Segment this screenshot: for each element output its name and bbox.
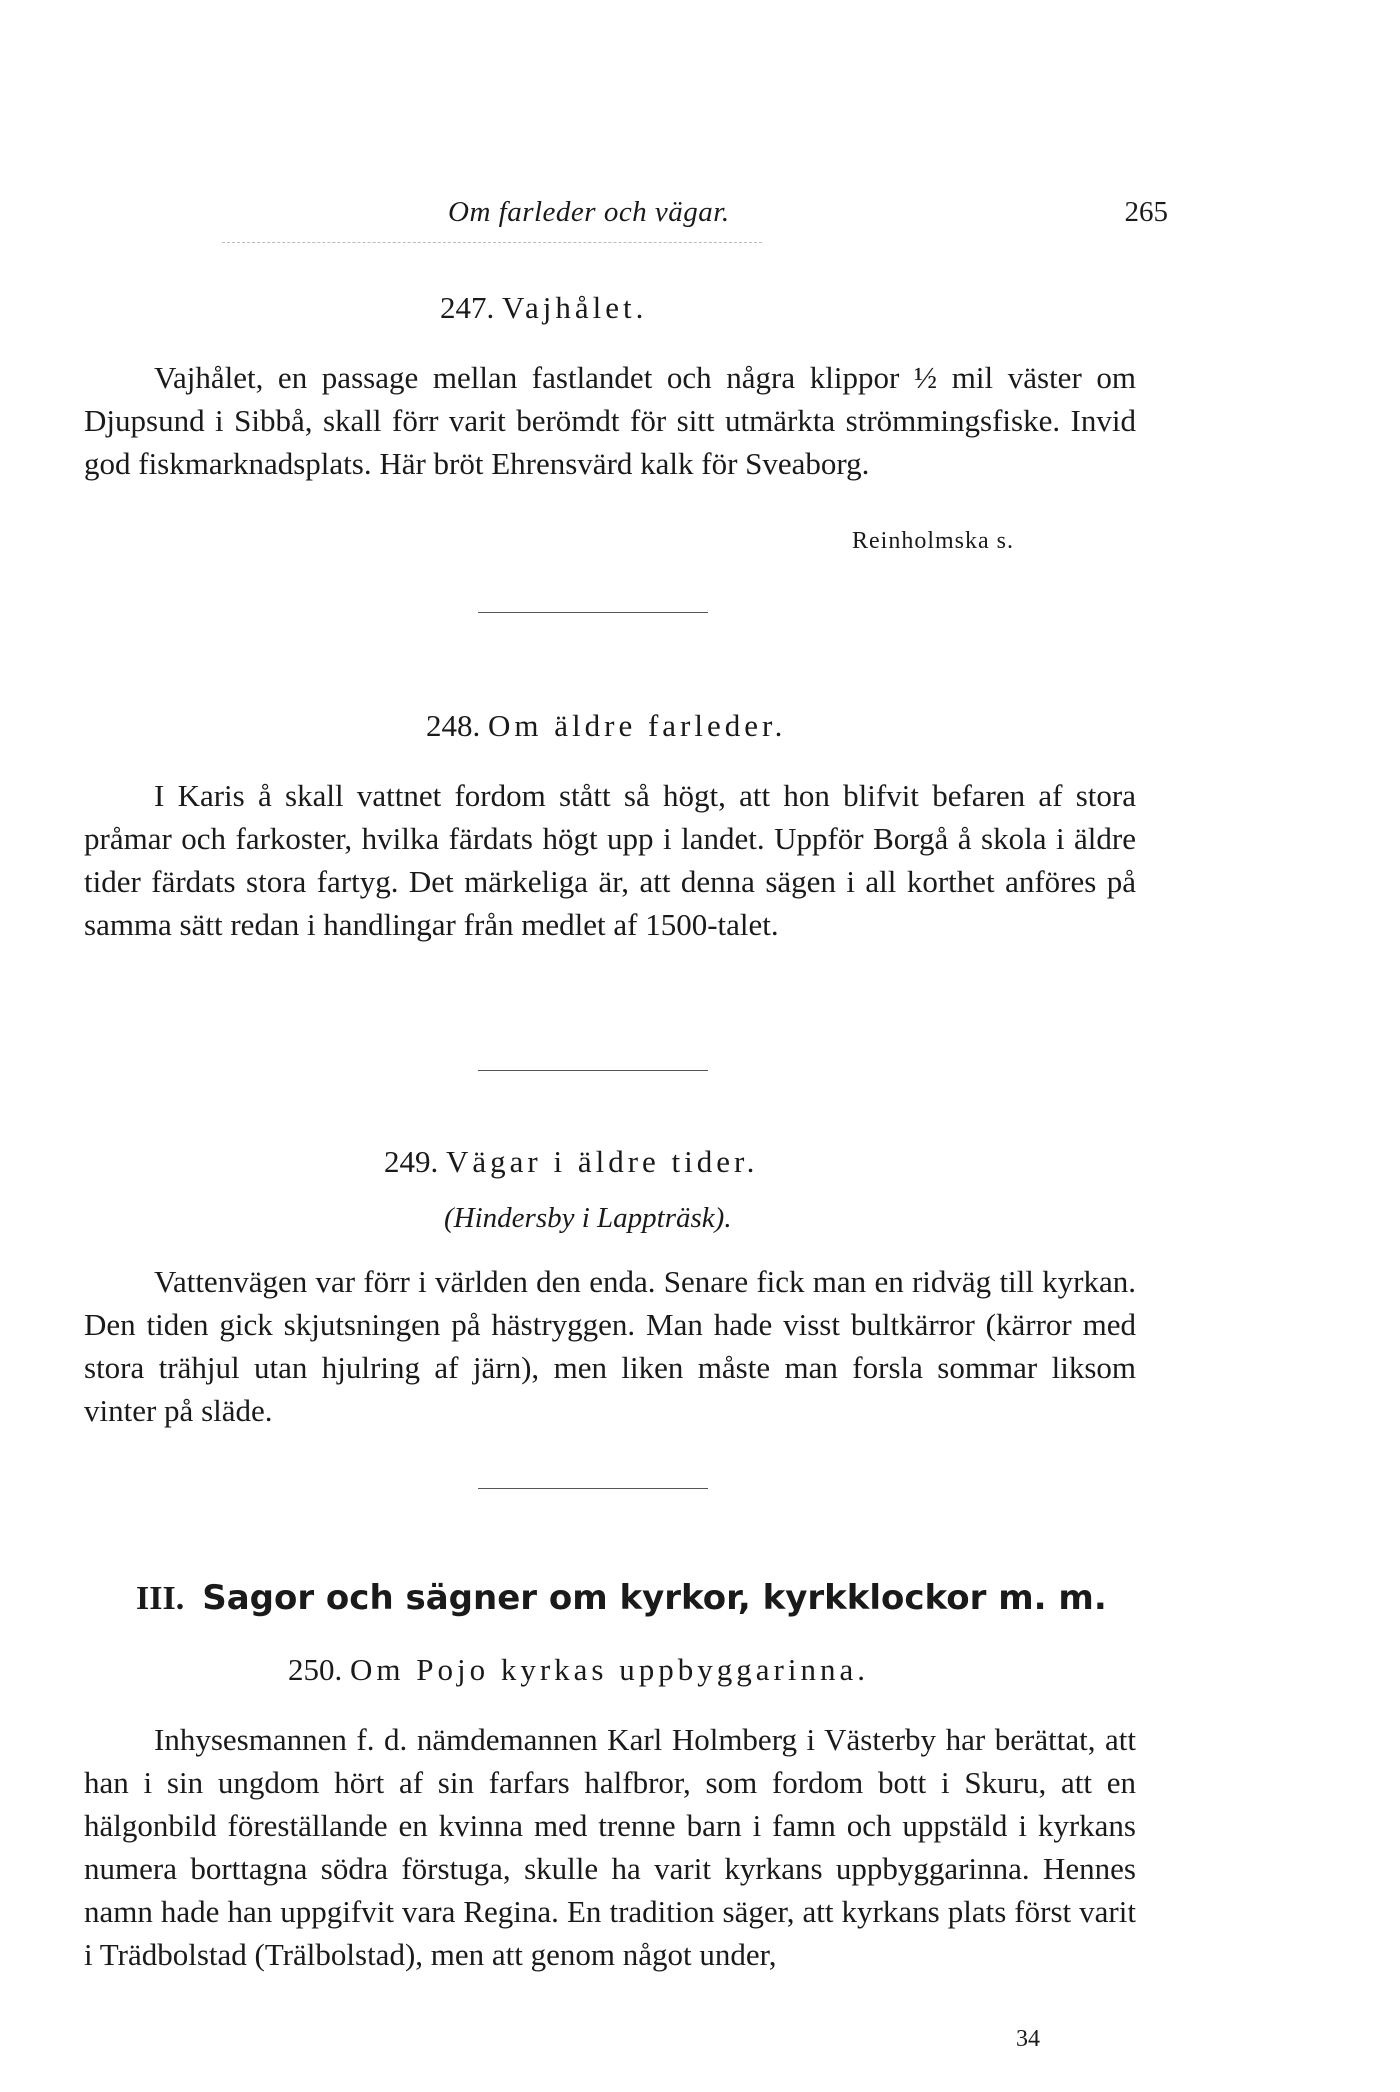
signature-mark: 34	[1016, 2026, 1040, 2052]
source-attribution: Reinholmska s.	[852, 528, 1014, 554]
header-rule	[222, 242, 762, 243]
section-number: 249.	[384, 1144, 439, 1179]
section-247-heading	[440, 290, 647, 326]
section-number: 248.	[426, 708, 481, 743]
section-divider	[478, 1488, 708, 1489]
paragraph-text: Inhysesmannen f. d. nämdemannen Karl Holmberg i Västerby har berättat, att han i sin ungdom hört af sin farfars halfbror, som fordom bott i Skuru, att en hälgonbild föreställande en kvinna med trenne barn i famn och uppstäld i kyrkans numera borttagna södra förstuga, skulle ha varit kyrkans uppbyggarinna. Hennes namn hade han uppgifvit vara Regina. En tradition säger, att kyrkans plats först varit i Trädbolstad (Trälbolstad), men att genom något under,	[84, 1722, 1136, 1972]
section-250-paragraph	[84, 1718, 1136, 1976]
part-title: Sagor och sägner om kyrkor, kyrkklockor m. m.	[202, 1578, 1107, 1618]
section-249-subheading: (Hindersby i Lappträsk).	[444, 1202, 732, 1234]
section-title: Om Pojo kyrkas uppbyggarinna.	[350, 1652, 869, 1687]
section-248-heading	[426, 708, 786, 744]
section-title: Vägar i äldre tider.	[446, 1144, 759, 1179]
part-heading	[136, 1578, 1107, 1618]
section-number: 250.	[288, 1652, 343, 1687]
section-247-paragraph	[84, 356, 1136, 485]
paragraph-text: I Karis å skall vattnet fordom stått så högt, att hon blifvit befaren af stora pråmar och farkoster, hvilka färdats högt upp i landet. Uppför Borgå å skola i äldre tider färdats stora fartyg. Det märkeliga är, att denna sägen i all korthet anföres på samma sätt redan i handlingar från medlet af 1500-talet.	[84, 778, 1136, 942]
section-250-heading	[288, 1652, 869, 1688]
section-249-heading	[384, 1144, 758, 1180]
part-numeral: III.	[136, 1580, 185, 1617]
section-248-paragraph	[84, 774, 1136, 946]
paragraph-text: Vattenvägen var förr i världen den enda. Senare fick man en ridväg till kyrkan. Den tiden gick skjutsningen på hästryggen. Man hade visst bultkärror (kärror med stora trähjul utan hjulring af järn), men liken måste man forsla sommar liksom vinter på släde.	[84, 1264, 1136, 1428]
section-divider	[478, 612, 708, 613]
section-number: 247.	[440, 290, 495, 325]
section-249-paragraph	[84, 1260, 1136, 1432]
section-title: Om äldre farleder.	[488, 708, 787, 743]
section-title: Vajhålet.	[502, 290, 648, 325]
section-divider	[478, 1070, 708, 1071]
running-title: Om farleder och vägar.	[448, 196, 730, 228]
page-number: 265	[1124, 196, 1168, 228]
paragraph-text: Vajhålet, en passage mellan fastlandet och några klippor ½ mil väster om Djupsund i Sibbå, skall förr varit berömdt för sitt utmärkta strömmingsfiske. Invid god fiskmarknadsplats. Här bröt Ehrensvärd kalk för Sveaborg.	[84, 360, 1136, 481]
running-header	[448, 196, 1168, 236]
